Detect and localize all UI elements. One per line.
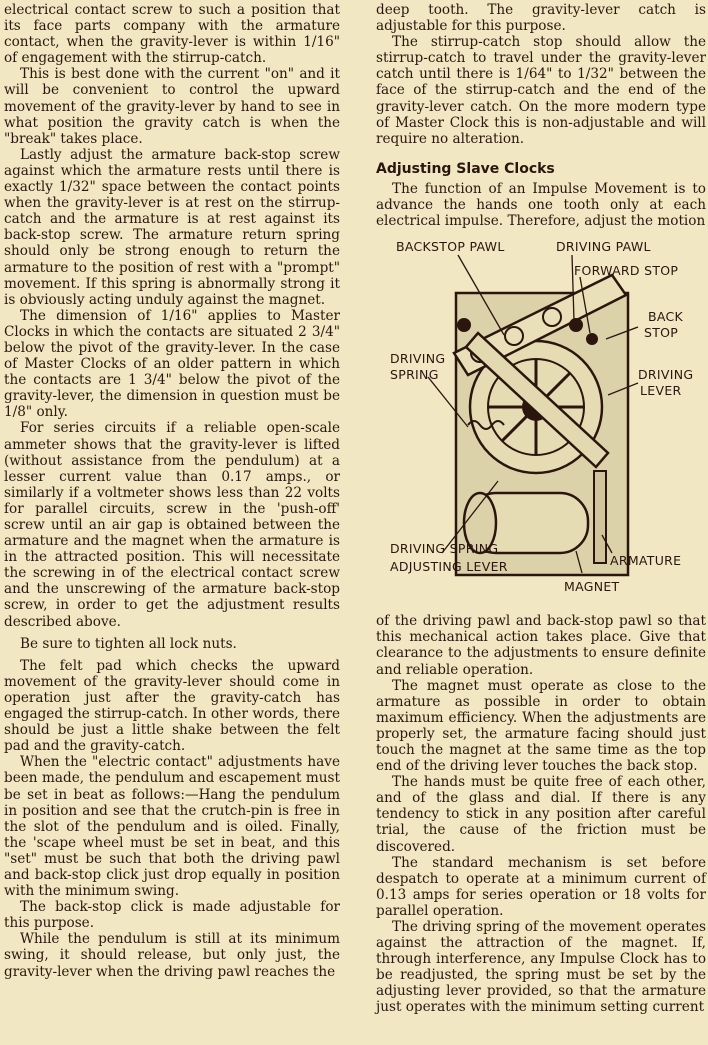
label-magnet: MAGNET	[564, 579, 620, 595]
paragraph: The driving spring of the movement operates against the attraction of the magnet. If, through interference, any Impulse Clock has to be readjusted, the spring must be set by the adjusting lever provided, so that the armature just operates with the minimum setting current	[376, 919, 706, 1016]
label-driving-lever-line1: DRIVING	[638, 367, 694, 383]
label-adjusting-lever-line1: DRIVING SPRING	[390, 541, 499, 557]
paragraph: This is best done with the current "on" and it will be convenient to control the upward movement of the gravity-lever by hand to see in what position the gravity catch is when the "break" takes place.	[4, 66, 340, 147]
diagram-drawing	[376, 235, 706, 609]
paragraph: The back-stop click is made adjustable for this purpose.	[4, 899, 340, 932]
section-heading: Adjusting Slave Clocks	[376, 160, 555, 177]
label-driving-lever-line2: LEVER	[640, 383, 682, 399]
screw	[586, 333, 598, 345]
paragraph: Be sure to tighten all lock nuts.	[20, 635, 237, 652]
label-backstop-pawl: BACKSTOP PAWL	[396, 239, 505, 255]
paragraph: deep tooth. The gravity-lever catch is adjustable for this purpose.	[376, 2, 706, 35]
right-column	[376, 2, 706, 1016]
label-armature: ARMATURE	[610, 553, 682, 569]
paragraph: The function of an Impulse Movement is to advance the hands one tooth only at each electrical impulse. Therefore, adjust the motion	[376, 180, 706, 230]
label-back-stop-line2: STOP	[644, 325, 679, 341]
paragraph: The stirrup-catch stop should allow the stirrup-catch to travel under the gravity-lever catch until there is 1/64" to 1/32" between the face of the stirrup-catch and the end of the gravity-lever catch. On the more modern type of Master Clock this is non-adjustable and will require no alteration.	[376, 34, 706, 147]
impulse-movement-diagram	[376, 235, 706, 609]
label-driving-spring-line2: SPRING	[390, 367, 439, 383]
paragraph: When the "electric contact" adjustments have been made, the pendulum and escapement must be set in beat as follows:—Hang the pendulum in position and see that the crutch-pin is free in the slot of the pendulum and is oiled. Finally, the 'scape wheel must be set in beat, and this "set" must be such that both the driving pawl and back-stop click just drop equally in position with the minimum swing.	[4, 754, 340, 900]
paragraph: The hands must be quite free of each other, and of the glass and dial. If there is any tendency to stick in any position after careful trial, the cause of the friction must be discovered.	[376, 774, 706, 855]
paragraph: For series circuits if a reliable open-scale ammeter shows that the gravity-lever is lifted (without assistance from the pendulum) at a lesser current value than 0.17 amps., or similarly if a voltmeter shows less than 22 volts for parallel circuits, screw in the 'push-off' screw until an air gap is obtained between the armature and the magnet when the armature is in the attracted position. This will necessitate the screwing in of the electrical contact screw and the unscrewing of the armature back-stop screw, in order to get the adjustment results described above.	[4, 420, 340, 630]
label-adjusting-lever-line2: ADJUSTING LEVER	[390, 559, 508, 575]
paragraph: The standard mechanism is set before despatch to operate at a minimum current of 0.13 amps for series operation or 18 volts for parallel operation.	[376, 854, 706, 919]
left-column	[4, 2, 340, 980]
label-forward-stop: FORWARD STOP	[574, 263, 679, 279]
paragraph: The dimension of 1/16" applies to Master Clocks in which the contacts are situated 2 3/4" below the pivot of the gravity-lever. In the case of Master Clocks of an older pattern in which the contacts are 1 3/4" below the pivot of the gravity-lever, the dimension in question must be 1/8" only.	[4, 307, 340, 421]
label-driving-spring-line1: DRIVING	[390, 351, 446, 367]
screw	[457, 318, 471, 332]
paragraph: of the driving pawl and back-stop pawl so that this mechanical action takes place. Give that clearance to the adjustments to ensure definite and reliable operation.	[376, 613, 706, 678]
armature-plate	[594, 471, 606, 563]
label-driving-pawl: DRIVING PAWL	[556, 239, 651, 255]
paragraph: The felt pad which checks the upward movement of the gravity-lever should come in operation just after the gravity-catch has engaged the stirrup-catch. In other words, there should be just a little shake between the felt pad and the gravity-catch.	[4, 657, 340, 755]
screw	[569, 318, 583, 332]
paragraph: While the pendulum is still at its minimum swing, it should release, but only just, the gravity-lever when the driving pawl reaches the	[4, 931, 340, 980]
label-back-stop-line1: BACK	[648, 309, 684, 325]
paragraph: electrical contact screw to such a position that its face parts company with the armature contact, when the gravity-lever is within 1/16" of engagement with the stirrup-catch.	[4, 2, 340, 67]
paragraph: The magnet must operate as close to the armature as possible in order to obtain maximum efficiency. When the adjustments are properly set, the armature facing should just touch the magnet at the same time as the top end of the driving lever touches the back stop.	[376, 677, 706, 775]
paragraph: Lastly adjust the armature back-stop screw against which the armature rests until there is exactly 1/32" space between the contact points when the gravity-lever is at rest on the stirrup-catch and the armature is at rest against its back-stop screw. The armature return spring should only be strong enough to return the armature to the position of rest with a "prompt" movement. If this spring is abnormally strong it is obviously acting unduly against the magnet.	[4, 146, 340, 308]
